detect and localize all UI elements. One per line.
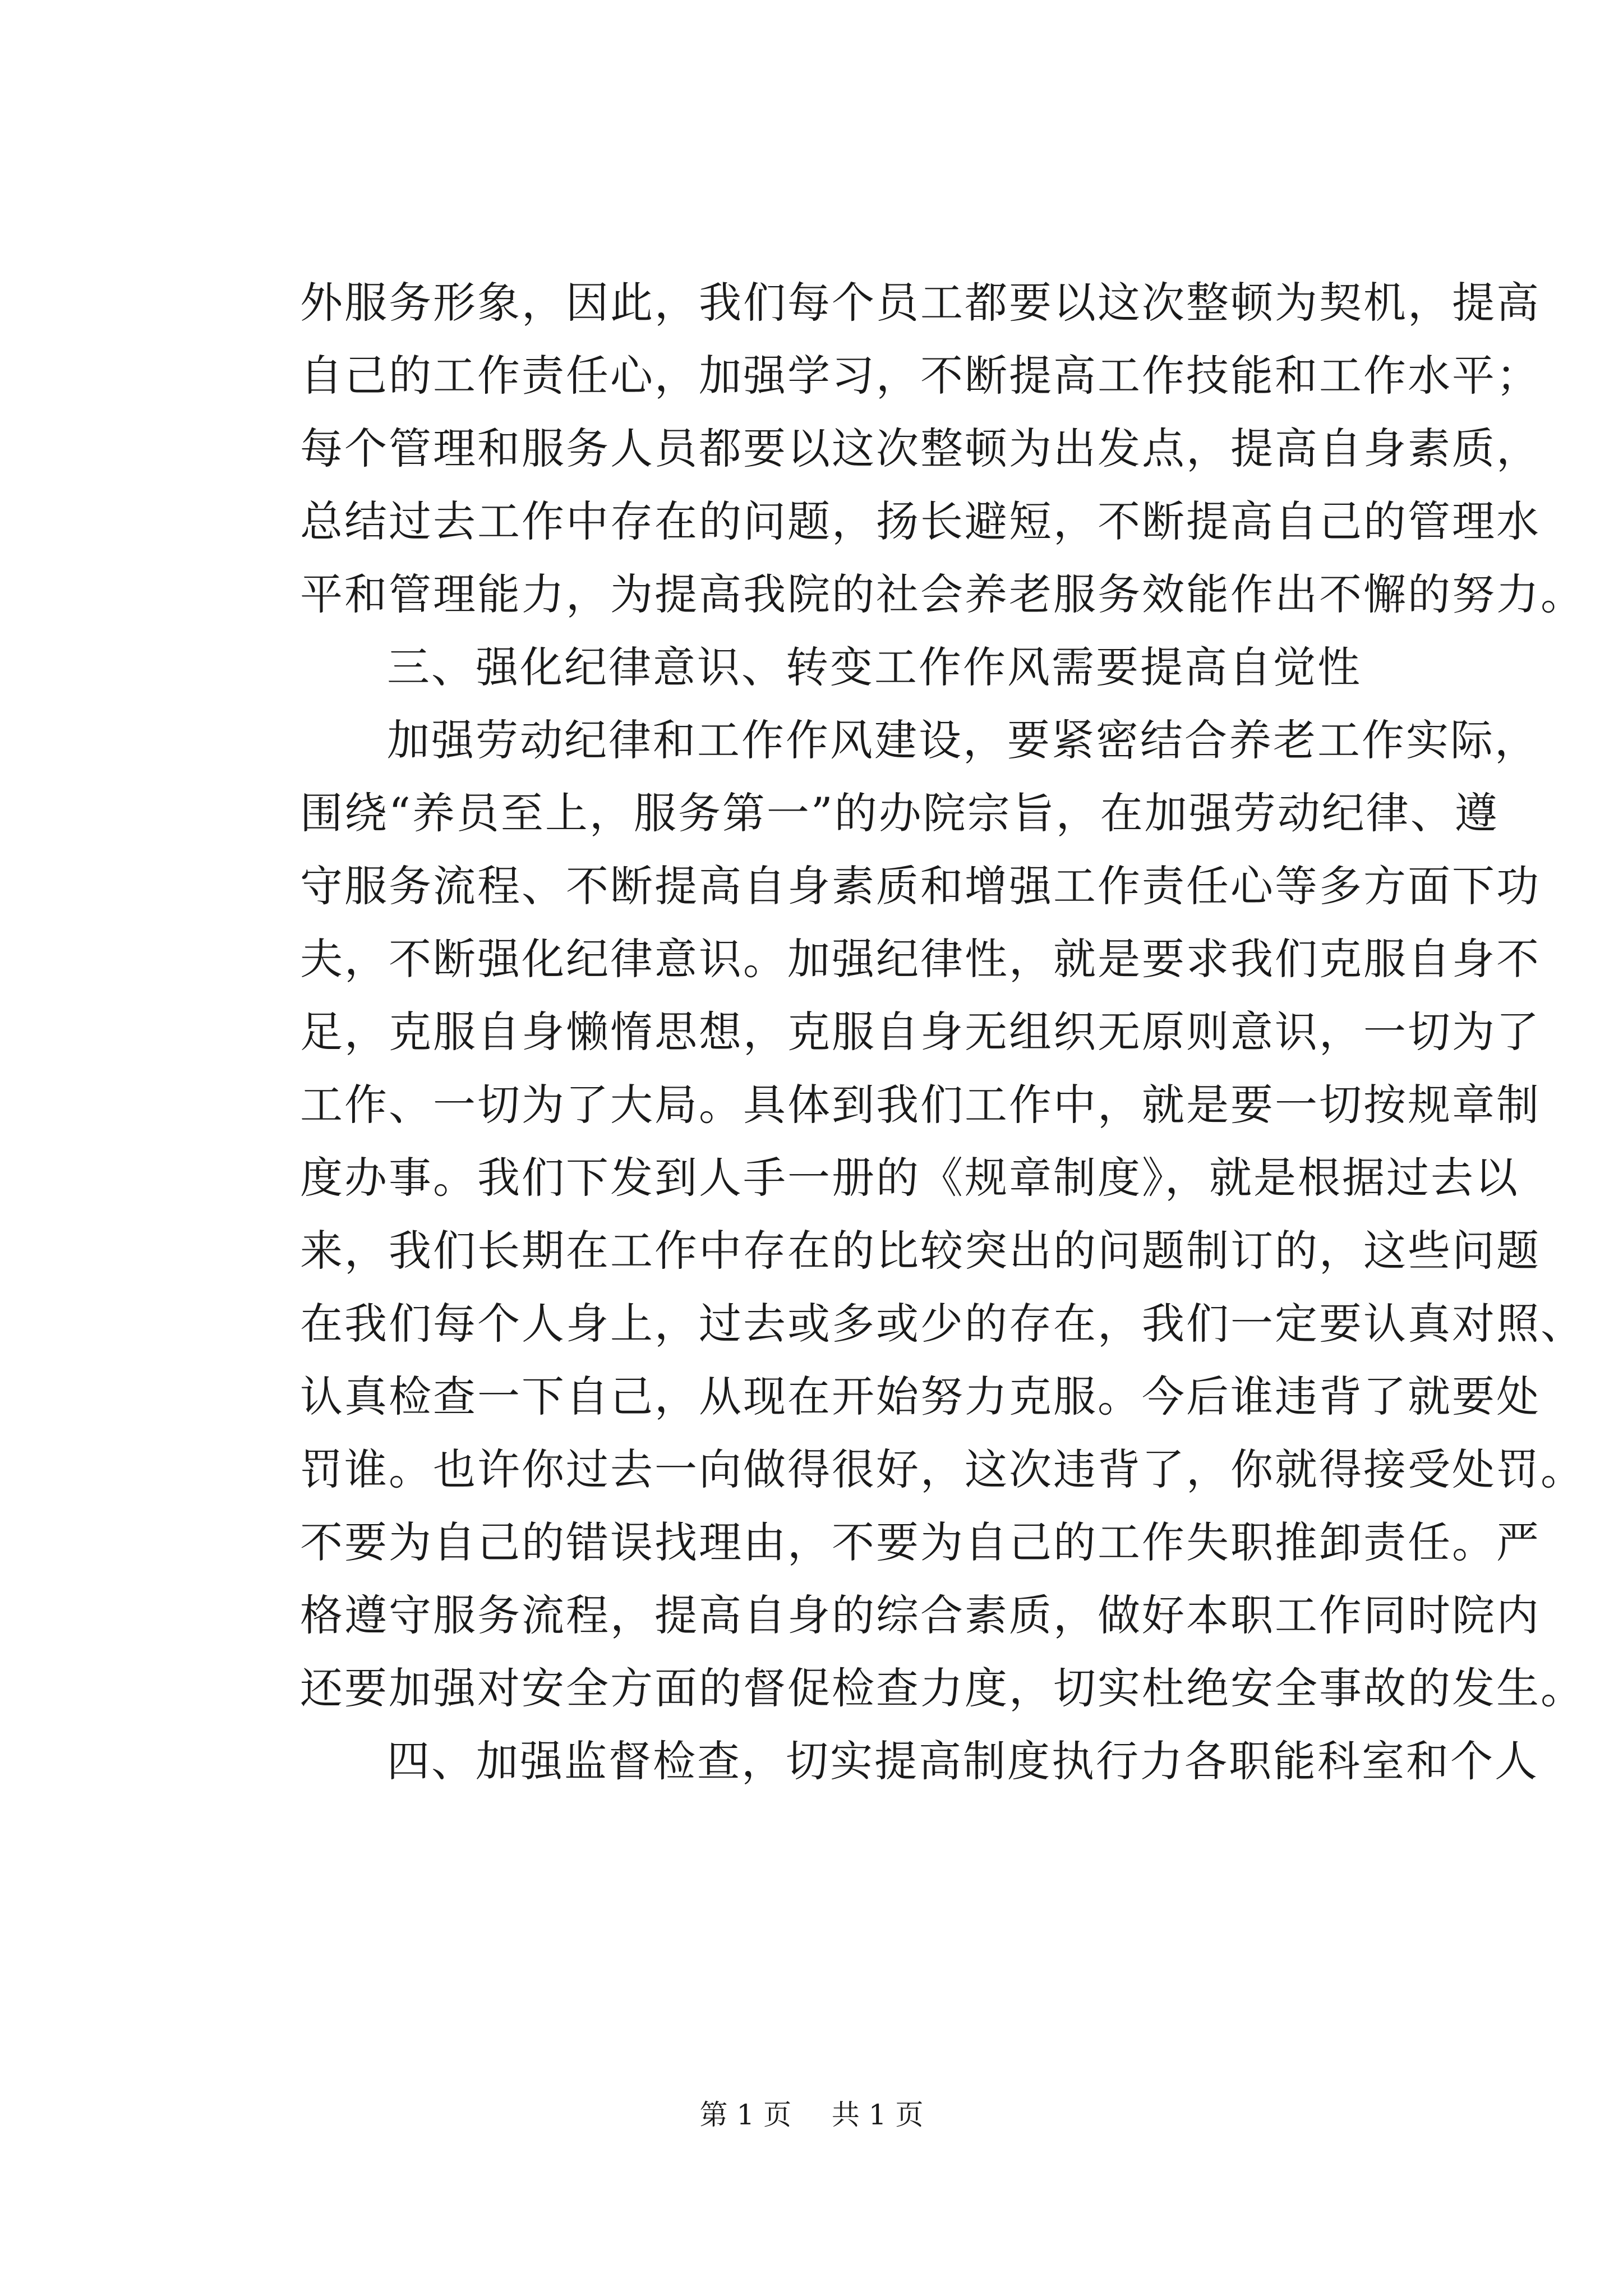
text-line: 认真检查一下自己，从现在开始努力克服。今后谁违背了就要处 — [300, 1372, 1541, 1421]
text-line: 守服务流程、不断提高自身素质和增强工作责任心等多方面下功 — [300, 861, 1541, 911]
text-line: 足，克服自身懒惰思想，克服自身无组织无原则意识，一切为了 — [300, 1007, 1541, 1057]
text-line: 围绕“养员至上，服务第一”的办院宗旨，在加强劳动纪律、遵 — [300, 788, 1499, 838]
text-line: 度办事。我们下发到人手一册的《规章制度》，就是根据过去以 — [300, 1153, 1519, 1203]
section-heading: 四、加强监督检查，切实提高制度执行力各职能科室和个人 — [387, 1736, 1539, 1786]
section-heading: 三、强化纪律意识、转变工作作风需要提高自觉性 — [387, 642, 1362, 692]
text-line: 不要为自己的错误找理由，不要为自己的工作失职推卸责任。严 — [300, 1517, 1541, 1567]
text-line: 还要加强对安全方面的督促检查力度，切实杜绝安全事故的发生。 — [300, 1663, 1585, 1713]
page-number: 第 1 页 — [699, 2099, 792, 2131]
text-line: 总结过去工作中存在的问题，扬长避短，不断提高自己的管理水 — [300, 496, 1541, 546]
text-line: 自己的工作责任心，加强学习，不断提高工作技能和工作水平； — [300, 351, 1541, 401]
text-line: 加强劳动纪律和工作作风建设，要紧密结合养老工作实际， — [387, 715, 1539, 765]
text-line: 平和管理能力，为提高我院的社会养老服务效能作出不懈的努力。 — [300, 569, 1585, 619]
text-line: 来，我们长期在工作中存在的比较突出的问题制订的，这些问题 — [300, 1226, 1541, 1276]
text-line: 罚谁。也许你过去一向做得很好，这次违背了，你就得接受处罚。 — [300, 1444, 1585, 1494]
text-line: 夫，不断强化纪律意识。加强纪律性，就是要求我们克服自身不 — [300, 934, 1541, 984]
text-line: 工作、一切为了大局。具体到我们工作中，就是要一切按规章制 — [300, 1080, 1541, 1130]
text-line: 在我们每个人身上，过去或多或少的存在，我们一定要认真对照、 — [300, 1299, 1585, 1349]
text-line: 每个管理和服务人员都要以这次整顿为出发点，提高自身素质， — [300, 424, 1541, 473]
page-footer — [0, 2095, 1623, 2134]
text-line: 格遵守服务流程，提高自身的综合素质，做好本职工作同时院内 — [300, 1590, 1541, 1640]
text-line: 外服务形象，因此，我们每个员工都要以这次整顿为契机，提高 — [300, 278, 1541, 328]
page-total: 共 1 页 — [831, 2099, 924, 2131]
